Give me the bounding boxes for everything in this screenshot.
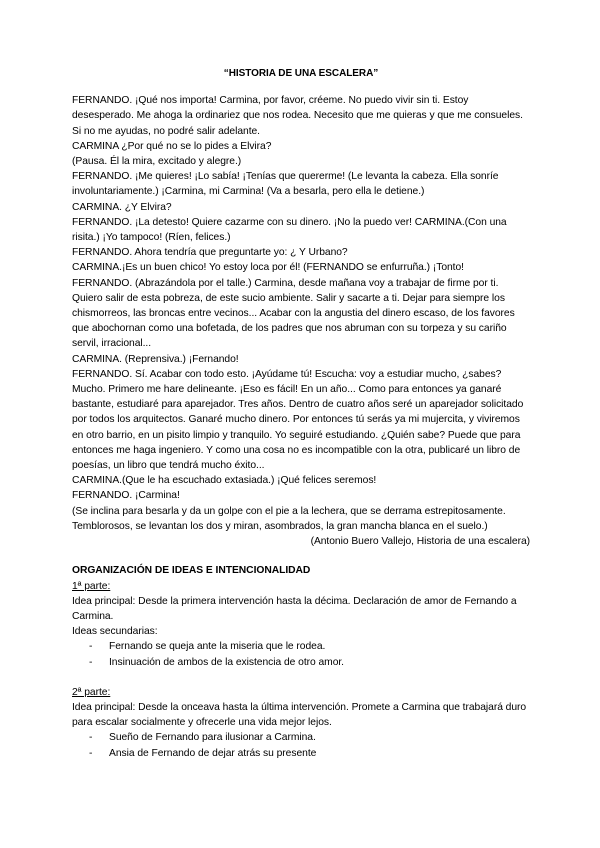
part-heading: 1ª parte: — [72, 580, 111, 592]
dialogue-line: FERNANDO. Ahora tendría que preguntarte yo: ¿ Y Urbano? — [72, 247, 348, 259]
bullet-list — [72, 639, 530, 669]
dialogue-line: CARMINA ¿Por qué no se lo pides a Elvira? — [72, 140, 272, 152]
list-item: - Fernando se queja ante la miseria que le rodea. — [89, 639, 530, 654]
section-heading: ORGANIZACIÓN DE IDEAS E INTENCIONALIDAD — [72, 565, 311, 577]
list-item: - Insinuación de ambos de la existencia de otro amor. — [89, 655, 530, 670]
list-item: - Ansia de Fernando de dejar atrás su presente — [89, 746, 530, 761]
main-idea: Idea principal: Desde la onceava hasta la última intervención. Promete a Carmina que trabajará duro para escalar socialmente y ofrecerle una vida mejor lejos. — [72, 701, 527, 729]
dialogue-line: (Pausa. Él la mira, excitado y alegre.) — [72, 156, 242, 168]
part-1 — [72, 579, 530, 670]
dialogue-line: FERNANDO. ¡Carmina! — [72, 490, 180, 502]
dialogue-block — [72, 93, 530, 534]
document-page — [72, 66, 530, 761]
dialogue-line: FERNANDO. (Abrazándola por el talle.) Carmina, desde mañana voy a trabajar de firme por ti. Quiero salir de esta pobreza, de este sucio ambiente. Salir y sacarte a ti. Dejar para siempre los chismorreos, las broncas entre vecinos... Acabar con la angustia del dinero escaso, de los favores que abochornan como una bofetada, de los padres que nos abruman con su torpeza y su cariño servil, irracional... — [72, 277, 515, 350]
secondary-ideas-label: Ideas secundarias: — [72, 626, 158, 638]
part-heading: 2ª parte: — [72, 686, 111, 698]
dialogue-line: CARMINA.(Que le ha escuchado extasiada.) ¡Qué felices seremos! — [72, 475, 377, 487]
main-idea: Idea principal: Desde la primera intervención hasta la décima. Declaración de amor de Fernando a Carmina. — [72, 595, 517, 622]
dialogue-line: FERNANDO. ¡Me quieres! ¡Lo sabía! ¡Tenías que quererme! (Le levanta la cabeza. Ella sonríe involuntariamente.) ¡Carmina, mi Carmina! (Va a besarla, pero ella le detiene.) — [72, 171, 499, 198]
dialogue-line: FERNANDO. ¡Qué nos importa! Carmina, por favor, créeme. No puedo vivir sin ti. Estoy desesperado. Me ahoga la ordinariez que nos rodea. Necesito que me quieras y que me consueles. Si no me ayudas, no podré salir adelante. — [72, 95, 523, 137]
part-2 — [72, 685, 530, 761]
dialogue-line: FERNANDO. ¡La detesto! Quiere cazarme con su dinero. ¡No la puedo ver! CARMINA.(Con una risita.) ¡Yo tampoco! (Ríen, felices.) — [72, 216, 507, 244]
dialogue-line: FERNANDO. Sí. Acabar con todo esto. ¡Ayúdame tú! Escucha: voy a estudiar mucho, ¿sabes? Mucho. Primero me hare delineante. ¡Eso es fácil! En un año... Como para entonces ya ganaré bastante, estudiaré para aparejador. Tres años. Dentro de cuatro años seré un aparejador solicitado por todos los arquitectos. Ganaré mucho dinero. Por entonces tú serás ya mi mujercita, y viviremos en otro barrio, en un pisito limpio y tranquilo. Yo seguiré estudiando. ¿Quién sabe? Puede que para entonces me haga ingeniero. Y como una cosa no es incompatible con la otra, publicaré un libro de poesías, un libro que tendrá mucho éxito... — [72, 368, 524, 472]
dialogue-line: CARMINA. ¿Y Elvira? — [72, 201, 172, 213]
bullet-list — [72, 730, 530, 760]
document-title: “HISTORIA DE UNA ESCALERA” — [223, 68, 379, 79]
dialogue-line: CARMINA. (Reprensiva.) ¡Fernando! — [72, 353, 239, 365]
attribution: (Antonio Buero Vallejo, Historia de una escalera) — [310, 536, 530, 548]
list-item: - Sueño de Fernando para ilusionar a Carmina. — [89, 730, 530, 745]
dialogue-line: CARMINA.¡Es un buen chico! Yo estoy loca por él! (FERNANDO se enfurruña.) ¡Tonto! — [72, 262, 464, 274]
dialogue-line: (Se inclina para besarla y da un golpe con el pie a la lechera, que se derrama estrepitosamente. Temblorosos, se levantan los dos y miran, asombrados, la gran mancha blanca en el suelo.) — [72, 505, 506, 532]
